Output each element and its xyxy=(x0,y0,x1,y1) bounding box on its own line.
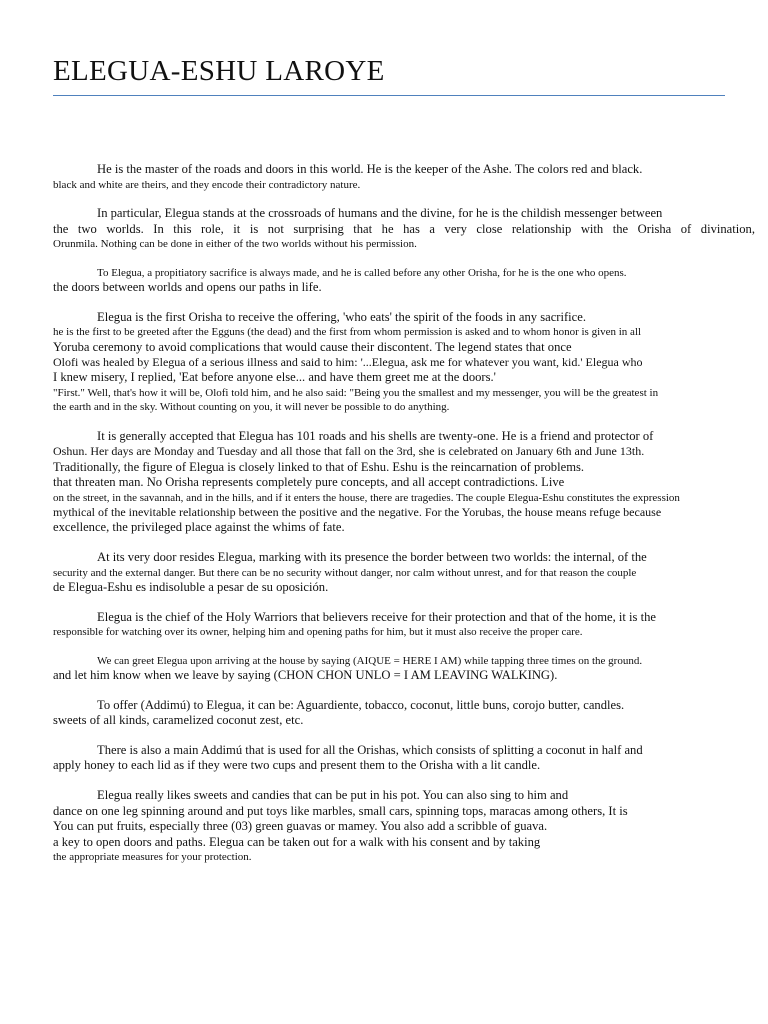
text-line: on the street, in the savannah, and in the hills, and if it enters the house, there are tragedies. The couple Elegua-Eshu constitutes the expression xyxy=(53,491,680,504)
text-line: Elegua is the chief of the Holy Warriors that believers receive for their protection and that of the home, it is the xyxy=(97,609,656,624)
paragraph-3 xyxy=(53,266,755,296)
text-line: apply honey to each lid as if they were two cups and present them to the Orisha with a lit candle. xyxy=(53,758,541,773)
text-line: the appropriate measures for your protection. xyxy=(53,851,252,864)
document-body xyxy=(53,162,755,879)
text-line: dance on one leg spinning around and put toys like marbles, small cars, spinning tops, maracas among others, It is xyxy=(53,803,628,818)
text-line: security and the external danger. But there can be no security without danger, nor calm without unrest, and for that reason the couple xyxy=(53,566,637,579)
text-line: To offer (Addimú) to Elegua, it can be: Aguardiente, tobacco, coconut, little buns, corojo butter, candles. xyxy=(97,697,625,712)
text-line: that threaten man. No Orisha represents completely pure concepts, and all accept contradictions. Live xyxy=(53,475,565,490)
text-line: and let him know when we leave by saying (CHON CHON UNLO = I AM LEAVING WALKING). xyxy=(53,667,558,682)
paragraph-8 xyxy=(53,654,755,684)
paragraph-10 xyxy=(53,743,755,774)
paragraph-7 xyxy=(53,610,755,640)
document-title: ELEGUA-ESHU LAROYE xyxy=(53,55,385,87)
text-line: a key to open doors and paths. Elegua can be taken out for a walk with his consent and by taking xyxy=(53,834,541,849)
paragraph-4 xyxy=(53,310,755,415)
paragraph-6 xyxy=(53,550,755,596)
text-line: I knew misery, I replied, 'Eat before anyone else... and have them greet me at the doors.' xyxy=(53,370,496,385)
text-line: Olofi was healed by Elegua of a serious illness and said to him: '...Elegua, ask me for whatever you want, kid.' Elegua who xyxy=(53,355,643,370)
text-line: You can put fruits, especially three (03) green guavas or mamey. You also add a scribble of guava. xyxy=(53,819,548,834)
paragraph-9 xyxy=(53,698,755,729)
text-line: Orunmila. Nothing can be done in either of the two worlds without his permission. xyxy=(53,238,417,251)
text-line: He is the master of the roads and doors in this world. He is the keeper of the Ashe. The colors red and black. xyxy=(97,162,643,176)
text-line: the two worlds. In this role, it is not surprising that he has a very close relationship with the Orisha of divination, xyxy=(53,221,755,236)
text-line: Elegua really likes sweets and candies that can be put in his pot. You can also sing to him and xyxy=(97,787,569,802)
text-line: "First." Well, that's how it will be, Olofi told him, and he also said: "Being you the smallest and my messenger, you will be the greatest in xyxy=(53,386,659,399)
text-line: Traditionally, the figure of Elegua is closely linked to that of Eshu. Eshu is the reincarnation of problems. xyxy=(53,459,585,474)
text-line: excellence, the privileged place against the whims of fate. xyxy=(53,520,345,535)
text-line: At its very door resides Elegua, marking with its presence the border between two worlds: the internal, of the xyxy=(97,549,647,564)
paragraph-11 xyxy=(53,788,755,865)
text-line: he is the first to be greeted after the Egguns (the dead) and the first from whom permission is asked and to whom honor is given in all xyxy=(53,326,642,339)
text-line: mythical of the inevitable relationship between the positive and the negative. For the Yorubas, the house means refuge because xyxy=(53,505,662,520)
text-line: responsible for watching over its owner, helping him and opening paths for him, but it must also receive the proper care. xyxy=(53,626,583,639)
text-line: the earth and in the sky. Without counting on you, it will never be possible to do anything. xyxy=(53,401,450,414)
text-line: In particular, Elegua stands at the crossroads of humans and the divine, for he is the childish messenger between xyxy=(97,206,663,220)
paragraph-2 xyxy=(53,206,755,252)
text-line: black and white are theirs, and they encode their contradictory nature. xyxy=(53,178,361,191)
text-line: Yoruba ceremony to avoid complications that would cause their discontent. The legend states that once xyxy=(53,339,572,354)
text-line: Elegua is the first Orisha to receive the offering, 'who eats' the spirit of the foods in any sacrifice. xyxy=(97,309,587,324)
text-line: To Elegua, a propitiatory sacrifice is always made, and he is called before any other Orisha, for he is the one who opens. xyxy=(97,266,627,279)
text-line: sweets of all kinds, caramelized coconut zest, etc. xyxy=(53,713,304,728)
text-line: Oshun. Her days are Monday and Tuesday and all those that fall on the 3rd, she is celebrated on January 6th and June 13th. xyxy=(53,444,645,459)
title-underline xyxy=(53,95,725,96)
text-line: de Elegua-Eshu es indisoluble a pesar de su oposición. xyxy=(53,579,329,594)
text-line: We can greet Elegua upon arriving at the house by saying (AIQUE = HERE I AM) while tapping three times on the ground. xyxy=(97,654,643,667)
text-line: There is also a main Addimú that is used for all the Orishas, which consists of splitting a coconut in half and xyxy=(97,742,643,757)
paragraph-1 xyxy=(53,162,755,192)
paragraph-5 xyxy=(53,429,755,536)
text-line: It is generally accepted that Elegua has 101 roads and his shells are twenty-one. He is a friend and protector of xyxy=(97,428,654,443)
text-line: the doors between worlds and opens our paths in life. xyxy=(53,280,322,294)
